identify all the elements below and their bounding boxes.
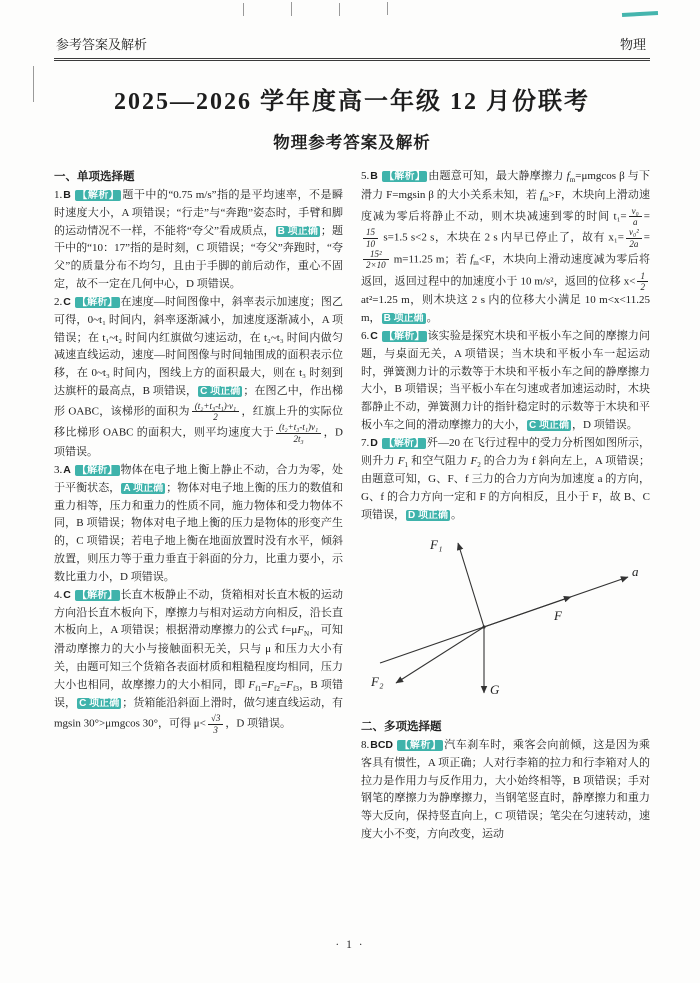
vector-label-f1: F₁ <box>429 536 442 552</box>
vector-f1 <box>458 543 484 627</box>
item-number: 8. <box>361 738 370 751</box>
fraction-numerator: v₀² <box>626 227 642 238</box>
fraction-numerator: √3 <box>208 713 223 724</box>
answer-item-2: 2.C 【解析】 在速度—时间图像中，斜率表示加速度；图乙可得，0~t₁ 时间内，斜率逐渐减小，加速度逐渐减小，A 项错误；在 t₁~t₂ 时间内红旗做匀速运动，在 t₂~t₃ 时间内做匀减速直线运动，速度—时间图像与时间轴围成的面积表示位移，在 0~t₃ 时间内，图线上方的面积最大，则在 t₃ 时刻到达旗杆的最高点，B 项错误， C 项正确 ；在图乙中，作出梯形 OABC，该梯形的面积为 $\frac{\text{(t₂+t₃-t₁)·v₁}}{2}$ ，红旗上升的实际位移比梯形 OABC 的面积大，则平均速度大于 $\frac{\text{(t₂+t₃-t₁)v₁}}{\text{2t₃}}$ ，D 项错误。 <box>54 295 344 459</box>
force-diagram-svg <box>366 533 646 705</box>
header-right-label: 物理 <box>619 37 646 52</box>
math-variable: $f_m$ <box>539 188 549 203</box>
highlight-label: 【解析】 <box>383 171 426 182</box>
highlight-label: 【解析】 <box>76 589 118 601</box>
math-fraction <box>192 401 239 423</box>
highlight-label: 【解析】 <box>76 465 118 476</box>
right-column <box>361 168 650 844</box>
item-answer: A <box>63 464 71 476</box>
math-fraction <box>208 713 223 735</box>
page-header <box>54 34 650 61</box>
item-answer: BCD <box>370 738 393 751</box>
math-fraction <box>363 249 389 271</box>
scan-mark <box>33 66 34 102</box>
highlight-label: B 项正确 <box>383 313 424 325</box>
fraction-numerator: 15² <box>363 249 389 260</box>
math-variable: $f_m$ <box>470 253 479 268</box>
vector-f2 <box>396 627 484 683</box>
left-column <box>54 168 343 844</box>
item-answer: B <box>370 170 378 182</box>
vector-label-f2: F₂ <box>370 673 383 689</box>
math-variable: $f_m$ <box>566 170 576 185</box>
math-variable: $F_{f2}$ <box>267 678 280 693</box>
fraction-denominator: 2t₃ <box>293 433 304 444</box>
fraction-denominator: 2×10 <box>366 260 386 271</box>
item-number: 2. <box>54 295 63 308</box>
highlight-label: 【解析】 <box>76 190 120 201</box>
vector-label-f: F <box>553 607 562 623</box>
scan-mark <box>339 3 340 16</box>
item-answer: C <box>370 330 378 343</box>
highlight-label: C 项正确 <box>529 420 569 432</box>
math-variable: $F_{f1}$ <box>248 678 262 693</box>
scan-mark <box>387 2 388 15</box>
math-variable: $F_{f3}$ <box>286 678 299 693</box>
math-fraction <box>626 227 642 249</box>
math-fraction <box>276 422 321 444</box>
highlight-label: A 项正确 <box>123 482 164 494</box>
page-title: 2025—2026 学年度高一年级 12 月份联考 <box>114 89 590 115</box>
fraction-numerator: 1 <box>637 271 648 282</box>
fraction-numerator: (t₂+t₃-t₁)·v₁ <box>192 401 239 412</box>
answer-item-7: 7.D 【解析】 歼—20 在飞行过程中的受力分析图如图所示，则升力 $F_1$ 和空气阻力 $F_2$ 的合力为 f 斜向左上，A 项错误；由题意可知，G、F、f 三力的合力方向为加速度 a 的方向，G、f 的合力方向一定和 F 的方向相反，且小于 F，故 B、C 项错误， D 项正确 。 <box>361 436 651 522</box>
highlight-label: B 项正确 <box>277 225 318 237</box>
header-left-label: 参考答案及解析 <box>56 37 148 52</box>
page-subtitle: 物理参考答案及解析 <box>273 133 431 152</box>
fraction-denominator: 2 <box>213 412 218 423</box>
math-variable: $F_N$ <box>297 624 310 639</box>
item-number: 4. <box>54 588 63 601</box>
math-fraction <box>363 227 378 249</box>
fraction-denominator: 2a <box>629 238 639 249</box>
math-variable: $F_1$ <box>397 454 409 469</box>
fraction-denominator: 2 <box>640 282 645 293</box>
highlight-label: C 项正确 <box>79 698 120 710</box>
fraction-numerator: 15 <box>363 227 378 238</box>
item-answer: C <box>63 295 71 308</box>
item-number: 6. <box>361 330 370 343</box>
math-fraction <box>637 271 648 293</box>
answer-item-4: 4.C 【解析】 长直木板静止不动，货箱相对长直木板的运动方向沿长直木板向下，摩擦力与相对运动方向相反，沿长直木板向上，A 项错误；根据滑动摩擦力的公式 $f=\mu F_N$，可知滑动摩擦力的大小与接触面积无关，只与 μ 和压力大小有关，由题可知三个货箱各表面材质和粗糙程度均相同，压力大小也相同，故摩擦力的大小相同，即 $F_{f1}=F_{f2}=F_{f3}$，B 项错误， C 项正确 ；货箱能沿斜面上滑时，做匀速直线运动，有 mgsin 30°>μmgcos 30°，可得 μ< $\frac{√3}{3}$ ，D 项错误。 <box>54 588 344 735</box>
fraction-denominator: 3 <box>213 724 218 735</box>
scan-mark-teal <box>622 11 658 17</box>
origin-point <box>482 625 485 628</box>
highlight-label: 【解析】 <box>76 296 118 308</box>
math-fraction <box>629 206 642 228</box>
fraction-numerator: (t₂+t₃-t₁)v₁ <box>276 422 321 433</box>
answer-item-1: 1.B 【解析】 题干中的“0.75 m/s”指的是平均速率，不是瞬时速度大小，A 项错误；“行走”与“奔跑”姿态时，手臂和脚的运动情况不一样，不能将“夸父”看成质点， B 项正确 ；题干中的“10：17”指的是时刻，C 项错误；“夸父”奔跑时，“夸父”的质量分布不均匀，且由于手脚的前后动作，重心不固定，故不一定在几何中心，D 项错误。 <box>54 189 344 291</box>
section-title-multi-choice: 二、多项选择题 <box>361 720 442 733</box>
answer-item-3: 3.A 【解析】 物体在电子地上衡上静止不动，合力为零，处于平衡状态， A 项正确 ；物体对电子地上衡的压力的数值和重力相等，压力和重力的性质不同，施力物体和受力物体不同，B 项错误；物体对电子地上衡的压力是物体的形变产生的，C 项错误；若电子地上衡在地面放置时没有水平，倾斜放置，则压力等于重力垂直于斜面的分力，比重力要小，示数比重力小，D 项错误。 <box>54 464 344 583</box>
highlight-label: 【解析】 <box>383 331 425 343</box>
highlight-label: C 项正确 <box>200 385 241 397</box>
content-columns <box>54 168 650 844</box>
vector-label-g: G <box>489 681 499 697</box>
scan-mark <box>291 2 292 16</box>
page-number: · 1 · <box>335 939 365 951</box>
highlight-label: D 项正确 <box>408 510 448 522</box>
highlight-label: 【解析】 <box>399 739 442 751</box>
answer-item-8: 8.BCD 【解析】 汽车刹车时，乘客会向前倾，这是因为乘客具有惯性，A 项正确；人对行李箱的拉力和行李箱对人的拉力是作用力与反作用力，大小始终相等，B 项错误；手对钢笔的摩擦力为静摩擦力，当钢笔竖直时，静摩擦力和重力等大反向，保持竖直向上，C 项错误；笔尖在匀速转动，速度大小不变，方向改变，运动 <box>361 738 651 840</box>
item-number: 1. <box>54 189 63 201</box>
fraction-denominator: 10 <box>366 238 376 249</box>
item-number: 3. <box>54 464 63 476</box>
section-title-single-choice: 一、单项选择题 <box>54 171 135 183</box>
answer-item-5: 5.B 【解析】 由题意可知，最大静摩擦力 $f_m=\mu mgcos$ β 与下滑力 F=mgsin β 的大小关系未知，若 $f_m>F$，木块向上滑动速度减为零后将静止不动，则木块减速到零的时间 t₁= $\frac{\text{v₀}}{a}$ = $\frac{15}{10}$ s=1.5 s<2 s，木块在 2 s 内早已停止了，故有 x₁= $\frac{\text{v₀²}}{2a}$ = $\frac{\text{15²}}{2\times 10}$ m=11.25 m；若 $f_m<F$，木块向上滑动速度减为零后将返回，返回过程中的加速度小于 10 m/s²，返回的位移 x< $\frac{1}{2}$ at²=1.25 m，则木块这 2 s 内的位移大小满足 10 m<x<11.25 m， B 项正确 。 <box>361 170 651 325</box>
item-number: 5. <box>361 170 370 182</box>
fraction-denominator: a <box>632 216 638 227</box>
fraction-numerator: v₀ <box>629 206 642 217</box>
item-answer: C <box>63 588 71 601</box>
highlight-label: 【解析】 <box>383 437 424 449</box>
vector-label-a: a <box>631 563 638 579</box>
item-answer: D <box>370 436 378 449</box>
math-variable: $F_2$ <box>470 454 481 469</box>
scan-mark <box>243 3 244 16</box>
force-diagram <box>361 533 650 710</box>
answer-item-6: 6.C 【解析】 该实验是探究木块和平板小车之间的摩擦力问题，与桌面无关，A 项错误；当木块和平板小车一起运动时，弹簧测力计的示数等于木块和平板小车之间的静摩擦力大小，B 项错误；当平板小车在匀速或者加速运动时，木块都静止不动，弹簧测力计的指针稳定时的示数等于木块和平板小车之间的滑动摩擦力的大小， C 项正确 ，D 项错误。 <box>361 330 651 432</box>
item-number: 7. <box>361 436 370 449</box>
item-answer: B <box>63 189 71 201</box>
